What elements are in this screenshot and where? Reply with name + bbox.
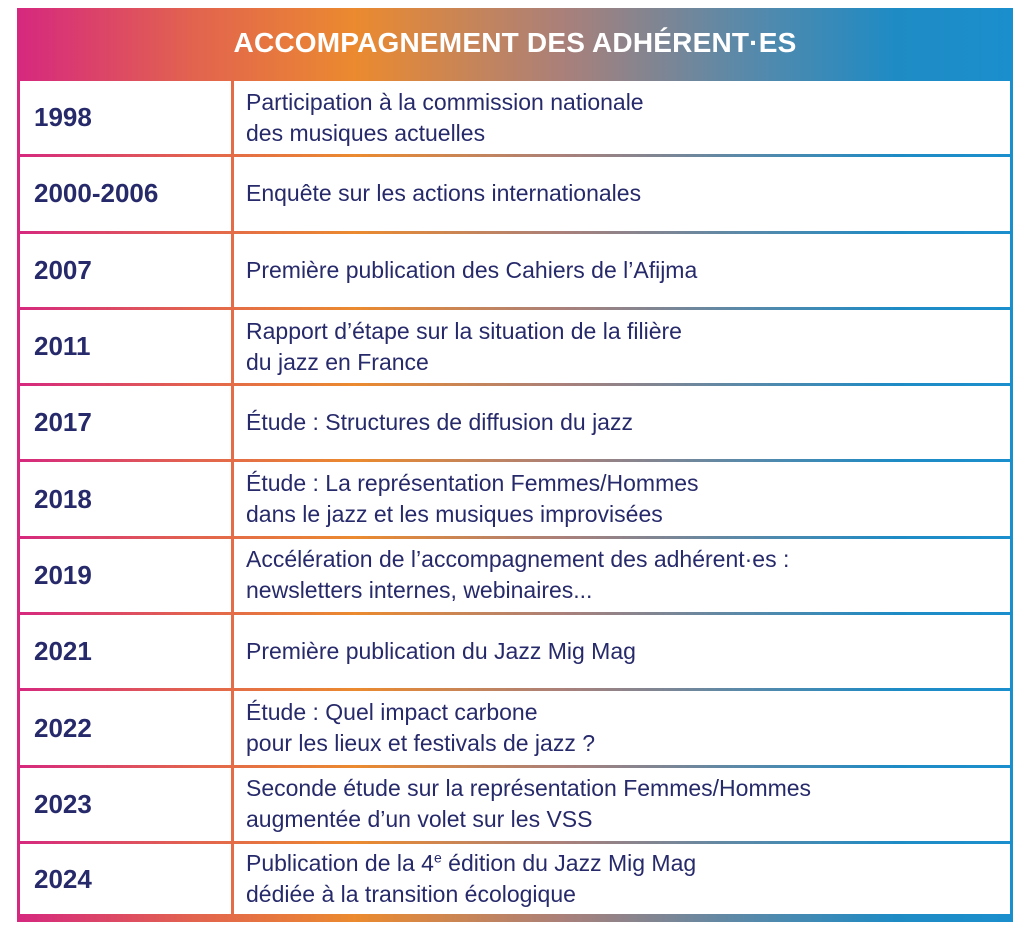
year-cell: 2017 bbox=[20, 386, 231, 459]
description-line: Étude : Quel impact carbone bbox=[246, 699, 538, 726]
ordinal-superscript: e bbox=[433, 849, 442, 866]
description-line bbox=[246, 848, 696, 879]
table-title: ACCOMPAGNEMENT DES ADHÉRENT·ES bbox=[233, 27, 797, 58]
description-cell bbox=[234, 81, 1010, 154]
description-cell bbox=[234, 615, 1010, 688]
table-header bbox=[17, 8, 1013, 78]
table-row bbox=[17, 841, 1013, 917]
description-cell bbox=[234, 462, 1010, 535]
year-cell: 2023 bbox=[20, 768, 231, 841]
description-cell bbox=[234, 768, 1010, 841]
table-row bbox=[17, 78, 1013, 154]
year-cell: 2000-2006 bbox=[20, 157, 231, 230]
description-line: du jazz en France bbox=[246, 348, 429, 375]
table-body bbox=[17, 78, 1013, 917]
description-cell bbox=[234, 844, 1010, 914]
description-line: Participation à la commission nationale bbox=[246, 88, 644, 115]
table-row bbox=[17, 688, 1013, 764]
year-cell: 2019 bbox=[20, 539, 231, 612]
table-row bbox=[17, 765, 1013, 841]
description-line: Accélération de l’accompagnement des adhérent·es : bbox=[246, 546, 790, 573]
description-line: Étude : La représentation Femmes/Hommes bbox=[246, 470, 699, 497]
description-cell bbox=[234, 539, 1010, 612]
description-line: Première publication des Cahiers de l’Afijma bbox=[246, 256, 698, 283]
description-cell bbox=[234, 691, 1010, 764]
year-cell: 2024 bbox=[20, 844, 231, 914]
table-row bbox=[17, 383, 1013, 459]
year-cell: 2018 bbox=[20, 462, 231, 535]
description-line: Rapport d’étape sur la situation de la filière bbox=[246, 317, 682, 344]
description-line: des musiques actuelles bbox=[246, 119, 486, 146]
description-line: augmentée d’un volet sur les VSS bbox=[246, 806, 593, 833]
description-line: Seconde étude sur la représentation Femmes/Hommes bbox=[246, 775, 812, 802]
description-line: Étude : Structures de diffusion du jazz bbox=[246, 409, 633, 436]
description-cell bbox=[234, 310, 1010, 383]
description-text: édition du Jazz Mig Mag bbox=[441, 850, 697, 877]
description-cell bbox=[234, 234, 1010, 307]
year-cell: 2007 bbox=[20, 234, 231, 307]
table-row bbox=[17, 459, 1013, 535]
description-cell bbox=[234, 386, 1010, 459]
year-cell: 2011 bbox=[20, 310, 231, 383]
description-line: dédiée à la transition écologique bbox=[246, 881, 576, 908]
table-row bbox=[17, 612, 1013, 688]
description-cell bbox=[234, 157, 1010, 230]
description-line: Première publication du Jazz Mig Mag bbox=[246, 638, 636, 665]
year-cell: 2021 bbox=[20, 615, 231, 688]
description-line: Enquête sur les actions internationales bbox=[246, 180, 642, 207]
table-row bbox=[17, 154, 1013, 230]
description-line: pour les lieux et festivals de jazz ? bbox=[246, 730, 596, 757]
table-row bbox=[17, 536, 1013, 612]
description-text: Publication de la 4 bbox=[246, 850, 434, 877]
description-line: dans le jazz et les musiques improvisées bbox=[246, 501, 663, 528]
timeline-table bbox=[17, 8, 1013, 922]
year-cell: 2022 bbox=[20, 691, 231, 764]
table-row bbox=[17, 231, 1013, 307]
description-line: newsletters internes, webinaires... bbox=[246, 577, 593, 604]
table-row bbox=[17, 307, 1013, 383]
year-cell: 1998 bbox=[20, 81, 231, 154]
